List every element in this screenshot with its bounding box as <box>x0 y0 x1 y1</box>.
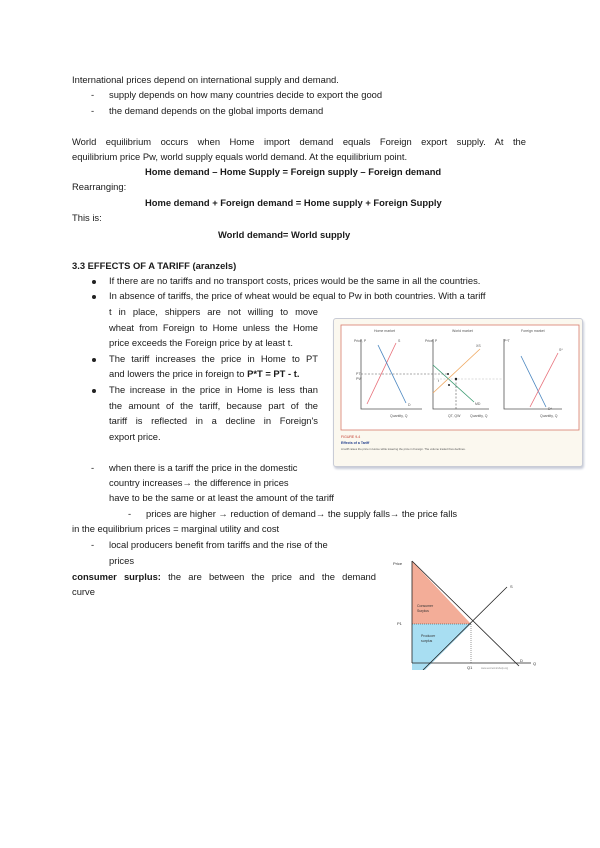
panel-title-foreign: Foreign market <box>521 329 545 333</box>
figure-mark <box>447 373 449 375</box>
dash-2: prices are higher → reduction of demand→ the supply falls→ the price falls <box>146 508 458 519</box>
d-star-label: D* <box>548 407 552 411</box>
bullet-dot <box>92 358 96 362</box>
bullet-4-line-2: the amount of the tariff, because part of the <box>109 400 318 411</box>
equation-2: Home demand + Foreign demand = Home supply + Foreign Supply <box>145 197 442 208</box>
y-axis-label: Price, P <box>425 339 438 343</box>
q1-label: Q1 <box>467 665 473 670</box>
equation-1: Home demand – Home Supply = Foreign supply – Foreign demand <box>145 166 442 177</box>
dash-bullet: - <box>91 539 95 550</box>
y-axis-label: Price, P <box>354 339 367 343</box>
consumer-surplus-definition: the are between the price and the demand <box>160 571 376 582</box>
pt-label: PT <box>356 372 361 376</box>
bullet-4-line-1: The increase in the price in Home is less than <box>109 384 318 395</box>
intro-bullet-2: the demand depends on the global imports demand <box>109 105 324 116</box>
dash-bullet: - <box>91 89 95 100</box>
x-axis-label: Quantity, Q <box>470 414 488 418</box>
dash-1-line-3: have to be the same or at least the amount of the tariff <box>109 492 334 503</box>
price-axis-label: Price <box>393 561 403 566</box>
x-axis-label: Quantity, Q <box>390 414 408 418</box>
producer-surplus-label-2: surplus <box>421 639 433 643</box>
d-label: D <box>520 658 523 663</box>
bullet-2-line-1: In absence of tariffs, the price of wheat would be equal to Pw in both countries. With a tariff <box>109 290 486 301</box>
dash-3-line-2: prices <box>109 555 135 566</box>
figure-mark <box>448 384 450 386</box>
equation-3: World demand= World supply <box>218 229 351 240</box>
s-star-label: S* <box>559 348 563 352</box>
intro-bullet-1: supply depends on how many countries decide to export the good <box>109 89 383 100</box>
caption-text: A tariff raises the price in Home while lowering the price in Foreign. The volume traded thus declines. <box>341 447 466 451</box>
panel-title-world: World market <box>452 329 473 333</box>
equilibrium-point <box>455 378 457 380</box>
tariff-effects-figure <box>333 318 583 467</box>
consumer-surplus-area <box>412 561 471 624</box>
bullet-dot <box>92 280 96 284</box>
dash-bullet: - <box>91 105 95 116</box>
xs-label: XS <box>476 344 481 348</box>
y-axis-label: P*T <box>504 339 510 343</box>
bullet-2-line-2: t in place, shippers are not willing to move <box>109 306 318 317</box>
caption-title: Effects of a Tariff <box>341 441 370 445</box>
bullet-4-line-3: tariff is reflected in a decline in Foreign's <box>109 415 318 426</box>
dash-1-line-2: country increases→ the difference in prices <box>109 477 289 488</box>
consumer-surplus-label-2: Surplus <box>417 609 429 613</box>
foreign-price-formula: P*T = PT - t. <box>247 368 300 379</box>
p1-label: P1 <box>397 621 402 626</box>
dash-bullet: - <box>128 508 132 519</box>
dash-3-line-1: local producers benefit from tariffs and the rise of the <box>109 539 328 550</box>
rearranging-label: Rearranging: <box>72 181 127 192</box>
panel-title-home: Home market <box>374 329 396 333</box>
md-label: MD <box>475 402 481 406</box>
bullet-2-line-4: price exceeds the Foreign price by at least t. <box>109 337 293 348</box>
consumer-surplus-label: Consumer <box>417 604 434 608</box>
dash-bullet: - <box>91 462 95 473</box>
equilibrium-line-1: World equilibrium occurs when Home import demand equals Foreign export supply. At the <box>72 136 526 147</box>
s-label: S <box>510 584 513 589</box>
equilibrium-line-2: equilibrium price Pw, world supply equals world demand. At the equilibrium point. <box>72 151 408 162</box>
bullet-3-line-1: The tariff increases the price in Home to PT <box>109 353 318 364</box>
dash-1-line-1: when there is a tariff the price in the domestic <box>109 462 298 473</box>
this-is-label: This is: <box>72 212 102 223</box>
caption-tag: FIGURE 9-4 <box>341 435 361 439</box>
equilibrium-prices-line: in the equilibrium prices = marginal utility and cost <box>72 523 280 534</box>
bullet-4-line-4: export price. <box>109 431 161 442</box>
pw-label: PW <box>356 377 362 381</box>
q-axis-label: Q <box>533 661 537 666</box>
bullet-dot <box>92 295 96 299</box>
consumer-surplus-term: consumer surplus: <box>72 571 161 582</box>
tariff-label: t <box>438 379 439 383</box>
qt-label: QT, QW <box>448 414 461 418</box>
consumer-producer-surplus-figure <box>383 555 543 670</box>
figure-footer: www.economicshelp.org <box>481 667 508 670</box>
x-axis-label: Quantity, Q <box>540 414 558 418</box>
bullet-2-line-3: wheat from Foreign to Home unless the Home <box>109 322 318 333</box>
bullet-3-line-2: and lowers the price in foreign to <box>109 368 248 379</box>
d-label: D <box>408 403 411 407</box>
bullet-1: If there are no tariffs and no transport costs, prices would be the same in all the countries. <box>109 275 481 286</box>
intro-line: International prices depend on international supply and demand. <box>72 74 339 85</box>
producer-surplus-label: Producer <box>421 634 436 638</box>
s-label: S <box>398 339 401 343</box>
bullet-dot <box>92 389 96 393</box>
consumer-surplus-line-2: curve <box>72 586 95 597</box>
section-heading: 3.3 EFFECTS OF A TARIFF (aranzels) <box>72 260 237 271</box>
